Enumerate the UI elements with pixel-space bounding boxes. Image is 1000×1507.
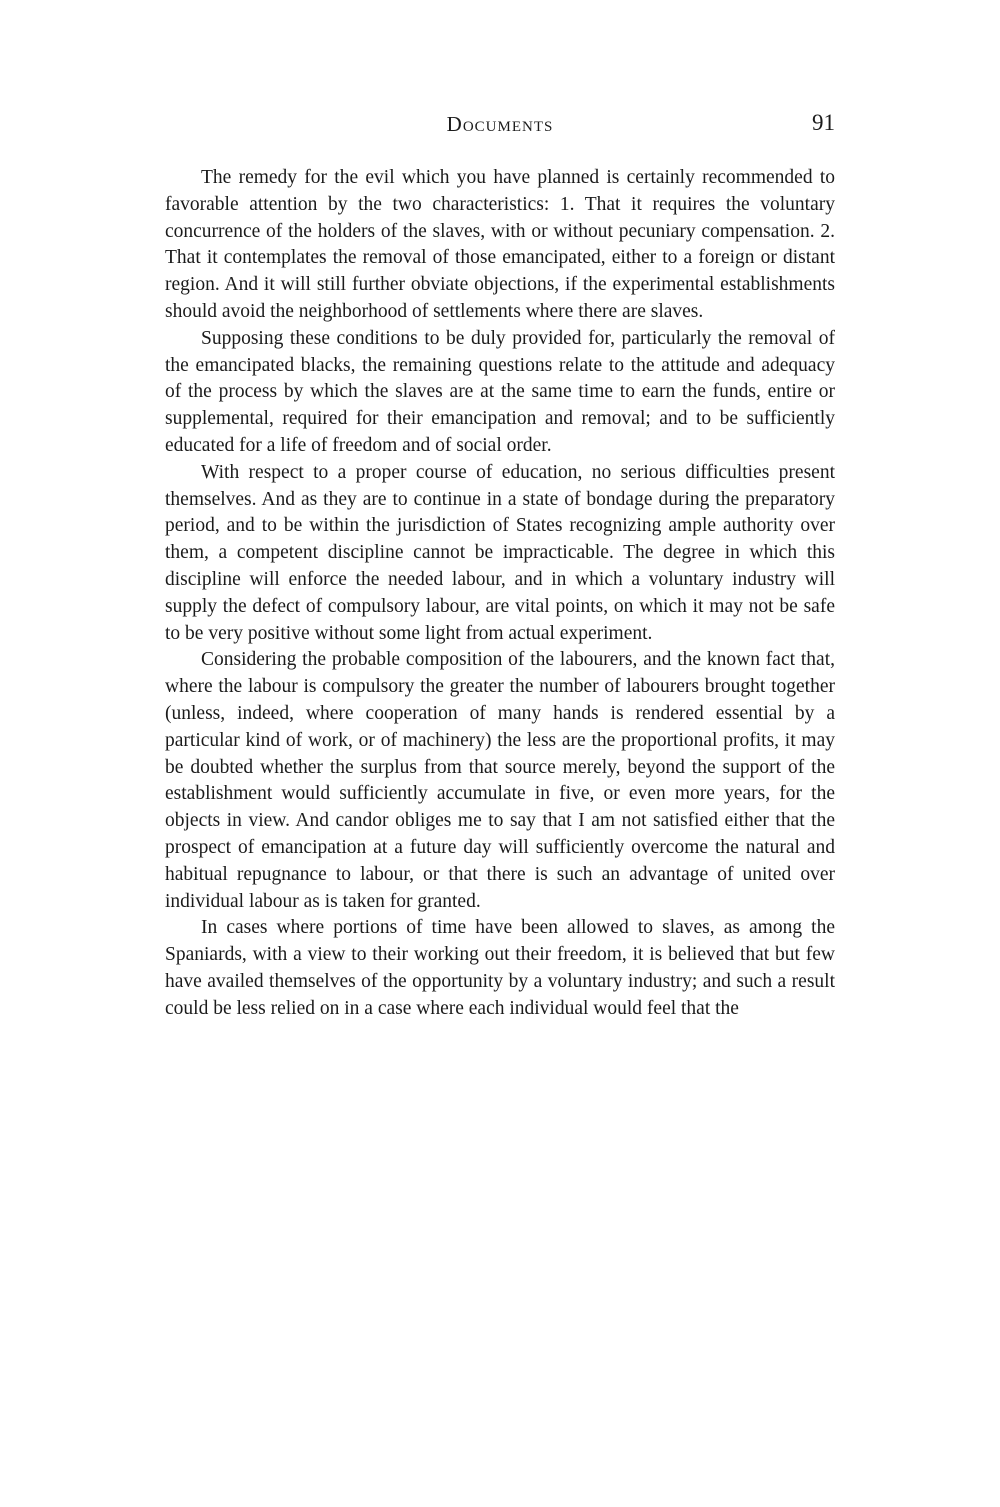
paragraph-remedy: The remedy for the evil which you have planned is certainly recommended to favorable attention by the two characteristics: 1. That it requires the voluntary concurrence of the holders of the slaves, with or without pecuniary compensation. 2. That it contemplates the removal of those emancipated, either to a foreign or distant region. And it will still further obviate objections, if the experimental establishments should avoid the neighborhood of settlements where there are slaves.	[165, 167, 835, 322]
running-head	[165, 112, 835, 144]
paragraph-supposing-conditions: Supposing these conditions to be duly provided for, particularly the removal of the emancipated blacks, the remaining questions relate to the attitude and adequacy of the process by which the slaves are at the same time to earn the funds, entire or supplemental, required for their emancipation and removal; and to be sufficiently educated for a life of freedom and of social order.	[165, 327, 835, 456]
body-text	[165, 165, 835, 1023]
document-page	[165, 0, 835, 1507]
paragraph-labourers: Considering the probable composition of the labourers, and the known fact that, where the labour is compulsory the greater the number of labourers brought together (unless, indeed, where cooperation of many hands is rendered essential by a particular kind of work, or of machinery) the less are the proportional profits, it may be doubted whether the surplus from that source merely, beyond the support of the establishment would sufficiently accumulate in five, or even more years, for the objects in view. And candor obliges me to say that I am not satisfied either that the prospect of emancipation at a future day will sufficiently overcome the natural and habitual repugnance to labour, or that there is such an advantage of united over individual labour as is taken for granted.	[165, 649, 835, 912]
paragraph-spaniards: In cases where portions of time have been allowed to slaves, as among the Spaniards, with a view to their working out their freedom, it is believed that but few have availed themselves of the opportunity by a voluntary industry; and such a result could be less relied on in a case where each individual would feel that the	[165, 917, 835, 1019]
page-number: 91	[812, 110, 835, 135]
running-title: Documents	[446, 112, 554, 136]
paragraph-education: With respect to a proper course of education, no serious difficulties present themselves. And as they are to continue in a state of bondage during the preparatory period, and to be within the jurisdiction of States recognizing ample authority over them, a competent discipline cannot be impracticable. The degree in which this discipline will enforce the needed labour, and in which a voluntary industry will supply the defect of compulsory labour, are vital points, on which it may not be safe to be very positive without some light from actual experiment.	[165, 461, 835, 644]
